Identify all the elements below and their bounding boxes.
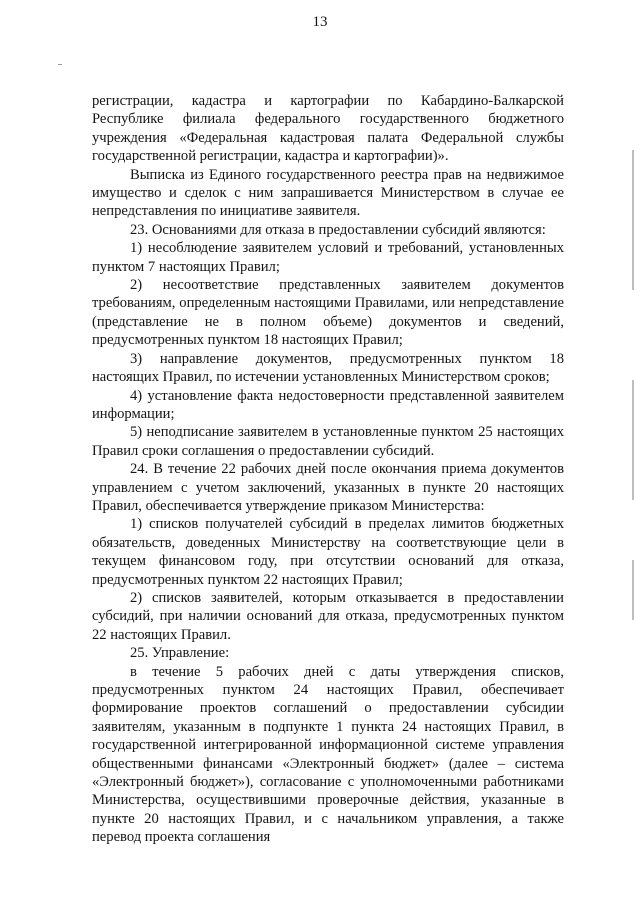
- paragraph-25-heading: 25. Управление:: [130, 645, 230, 662]
- paragraph-24-item-1: 1) списков получателей субсидий в пределах лимитов бюджетных обязательств, доведенных Министерству на соответствующие цели в текущем финансовом году, при отсутствии оснований для отказа, предусмотренных пунктом 22 настоящих Правил;: [92, 516, 564, 588]
- paragraph-registration-continuation: регистрации, кадастра и картографии по Кабардино-Балкарской Республике филиала федерального государственного бюджетного учреждения «Федеральная кадастровая палата Федеральной службы государственной регистрации, кадастра и картографии)».: [92, 93, 564, 165]
- paragraph-egrp-extract: Выписка из Единого государственного реестра прав на недвижимое имущество и сделок с ним запрашивается Министерством в случае ее непредставления по инициативе заявителя.: [92, 166, 564, 220]
- paragraph-23-item-3: 3) направление документов, предусмотренных пунктом 18 настоящих Правил, по истечении установленных Министерством сроков;: [92, 350, 564, 386]
- paragraph-23-item-4: 4) установление факта недостоверности представленной заявителем информации;: [92, 387, 564, 422]
- scan-edge-shadow: [632, 380, 634, 500]
- paragraph-23-heading: 23. Основаниями для отказа в предоставлении субсидий являются:: [130, 221, 546, 238]
- paragraph-23-item-5: 5) неподписание заявителем в установленные пунктом 25 настоящих Правил сроки соглашения о предоставлении субсидий.: [92, 424, 564, 459]
- page-number: 13: [312, 14, 328, 30]
- scan-speck: [58, 64, 62, 65]
- scan-edge-shadow: [632, 150, 634, 290]
- paragraph-23-item-2: 2) несоответствие представленных заявителем документов требованиям, определенным настоящими Правилами, или непредставление (представление не в полном объеме) документов и сведений, предусмотренных пунктом 18 настоящих Правил;: [92, 277, 564, 349]
- paragraph-24-item-2: 2) списков заявителей, которым отказывается в предоставлении субсидий, при наличии оснований для отказа, предусмотренных пунктом 22 настоящих Правил.: [92, 589, 564, 643]
- paragraph-25-body: в течение 5 рабочих дней с даты утверждения списков, предусмотренных пунктом 24 настоящих Правил, обеспечивает формирование проектов соглашений о предоставлении субсидии заявителям, указанным в подпункте 1 пункта 24 настоящих Правил, в государственной интегрированной информационной системе управления общественными финансами «Электронный бюджет» (далее – система «Электронный бюджет»), согласование с уполномоченными работниками Министерства, осуществившими проверочные действия, указанные в пункте 20 настоящих Правил, и с начальником управления, а также перевод проекта соглашения: [92, 663, 564, 846]
- document-body: [92, 92, 564, 847]
- scan-edge-shadow: [632, 560, 634, 620]
- paragraph-24-heading: 24. В течение 22 рабочих дней после окончания приема документов управлением с учетом заключений, указанных в пункте 20 настоящих Правил, обеспечивается утверждение приказом Министерства:: [92, 461, 564, 514]
- paragraph-23-item-1: 1) несоблюдение заявителем условий и требований, установленных пунктом 7 настоящих Правил;: [92, 240, 564, 275]
